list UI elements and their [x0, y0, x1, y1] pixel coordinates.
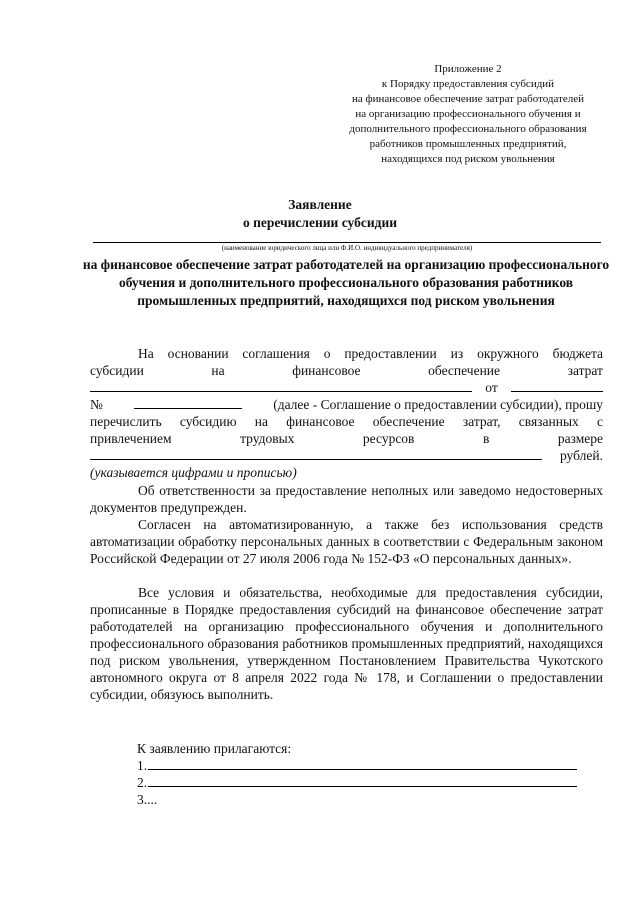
p1-word: размере [557, 431, 603, 446]
p1-word: субсидии [90, 363, 144, 378]
p1-line4-text: (далее - Соглашение о предоставлении субсидии), прошу [273, 397, 603, 412]
p1-word: привлечением [90, 431, 172, 446]
amount-field[interactable] [90, 447, 542, 460]
attachment-item-2 [137, 774, 577, 791]
p2-text: Об ответственности за предоставление неполных или заведомо недостоверных документов предупрежден. [90, 483, 603, 515]
appendix-line: на финансовое обеспечение затрат работодателей [351, 93, 585, 105]
p1-line6 [90, 430, 603, 447]
appendix-line: к Порядку предоставления субсидий [381, 78, 555, 90]
attachment-number: 1. [137, 758, 148, 773]
attachment-field-1[interactable] [148, 757, 577, 770]
p1-word: в [482, 431, 490, 446]
p1-number-sign: № [90, 397, 103, 412]
agreement-date-field[interactable] [511, 379, 603, 392]
appendix-header [310, 62, 626, 167]
attachment-number: 3.... [137, 792, 158, 807]
p1-line7 [90, 447, 603, 464]
agreement-number-field[interactable] [134, 396, 242, 409]
attachments-section [137, 740, 597, 808]
p1-line5: перечислить субсидию на финансовое обеспечение затрат, связанных с [90, 414, 603, 429]
title-line-2: о перечислении субсидии [242, 215, 397, 230]
document-subject: на финансовое обеспечение затрат работодателей на организацию профессионального обучения и дополнительного профессионального образования работников промышленных предприятий, находящихся под риском увольнения [82, 257, 610, 308]
p3-text: Согласен на автоматизированную, а также без использования средств автоматизации обработку персональных данных в соответствии с Федеральным законом Российской Федерации от 27 июля 2006 года № 152-ФЗ «О персональных данных». [90, 517, 603, 566]
p4-text: Все условия и обязательства, необходимые для предоставления субсидии, прописанные в Порядке предоставления субсидий на финансовое обеспечение затрат работодателей на организацию профессионального обучения и дополнительного профессионального образования работников промышленных предприятий, находящихся под риском увольнения, утвержденном Постановлением Правительства Чукотского автономного округа от 8 апреля 2022 года № 178, и Соглашении о предоставлении субсидии, обязуюсь выполнить. [90, 585, 603, 702]
attachment-field-2[interactable] [148, 774, 577, 787]
amount-note: (указывается цифрами и прописью) [90, 465, 297, 480]
appendix-line: работников промышленных предприятий, [369, 138, 567, 150]
p1-from: от [485, 380, 498, 395]
p1-rubles: рублей. [559, 448, 603, 463]
attachments-heading: К заявлению прилагаются: [137, 741, 292, 756]
agreement-name-field[interactable] [90, 379, 472, 392]
p1-word: финансовое [292, 363, 361, 378]
p1-line1: На основании соглашения о предоставлении из окружного бюджета [138, 346, 603, 361]
attachment-item-1 [137, 757, 577, 774]
document-title [0, 196, 640, 232]
applicant-name-caption: (наименование юридического лица или Ф.И.О. индивидуального предпринимателя) [221, 244, 473, 252]
p1-word: обеспечение [428, 363, 501, 378]
p1-word: трудовых [240, 431, 295, 446]
attachment-number: 2. [137, 775, 148, 790]
appendix-line: Приложение 2 [434, 63, 502, 75]
appendix-line: дополнительного профессионального образования [349, 123, 587, 135]
p1-word: затрат [567, 363, 603, 378]
appendix-line: на организацию профессионального обучения и [355, 108, 581, 120]
p1-line2 [90, 362, 603, 379]
p1-word: ресурсов [362, 431, 415, 446]
attachment-item-3 [137, 791, 597, 808]
p1-word: на [211, 363, 225, 378]
paragraph-personal-data [90, 516, 603, 567]
appendix-line: находящихся под риском увольнения [381, 153, 555, 165]
paragraph-responsibility [90, 482, 603, 516]
title-line-1: Заявление [288, 197, 352, 212]
applicant-name-field[interactable] [93, 242, 601, 243]
p1-line4 [90, 396, 603, 413]
paragraph-agreement [90, 345, 603, 481]
paragraph-obligations [90, 584, 603, 703]
p1-line3 [90, 379, 603, 396]
